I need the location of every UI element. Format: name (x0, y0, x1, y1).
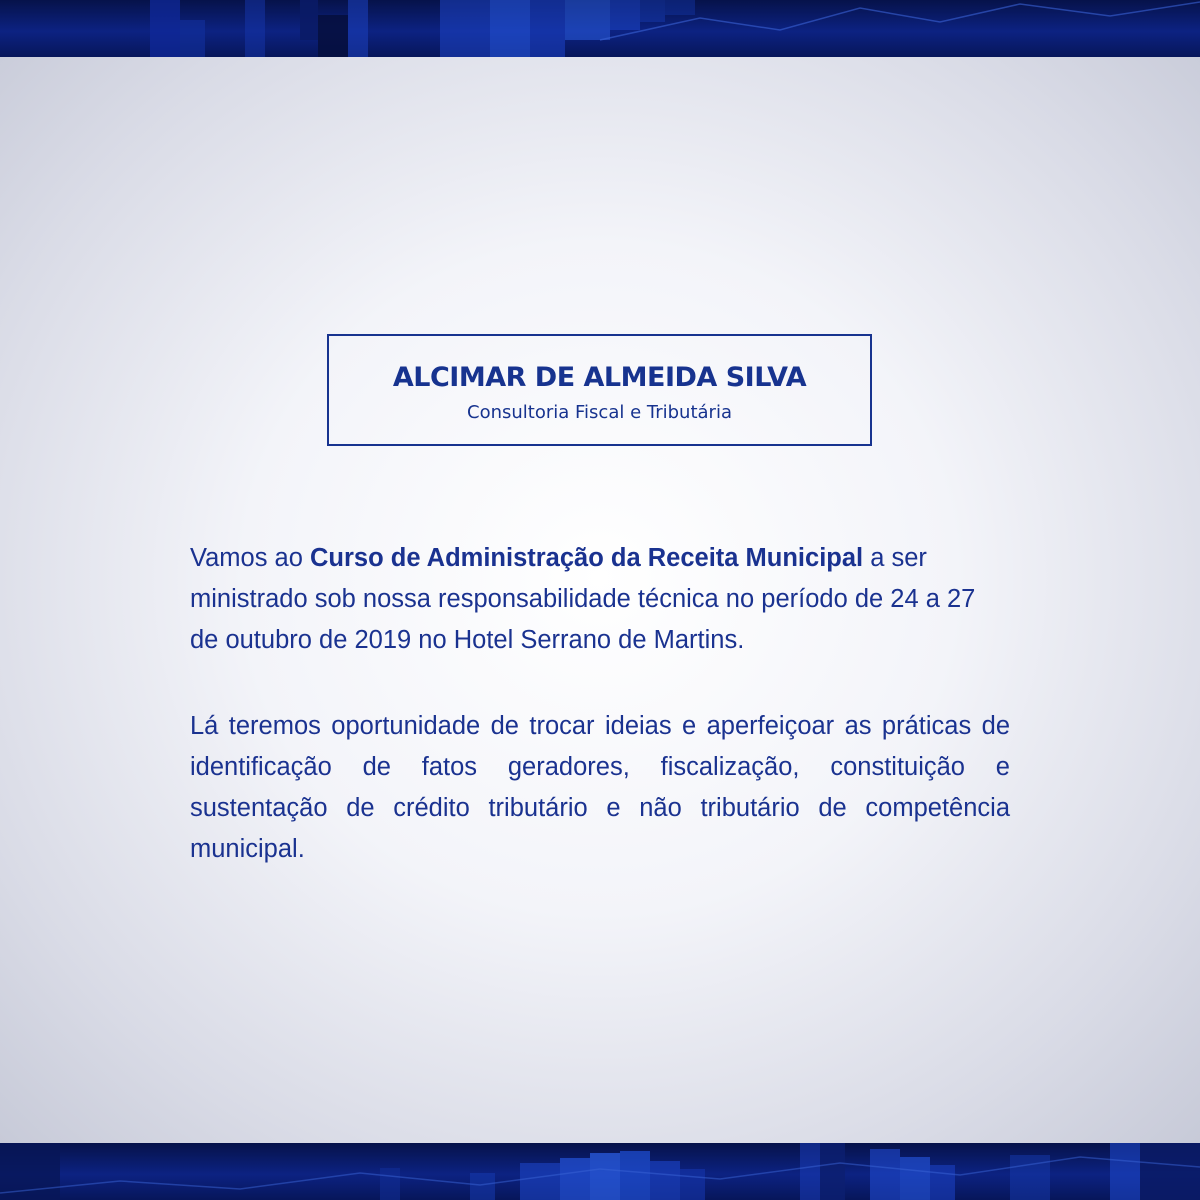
logo-frame (327, 334, 872, 446)
announcement-details: a ser ministrado sob nossa responsabilidade técnica no período de 24 a 27 de outubro de 2019 no Hotel Serrano de Martins. (190, 544, 976, 654)
announcement-lead: Vamos ao (190, 544, 311, 572)
top-bar-graphic (0, 0, 1200, 57)
consultant-name: ALCIMAR DE ALMEIDA SILVA (392, 362, 807, 393)
announcement-paragraph (190, 538, 1010, 661)
top-decorative-band (0, 0, 1200, 57)
bottom-bar-graphic (0, 1143, 1200, 1200)
course-description-paragraph: Lá teremos oportunidade de trocar ideias e aperfeiçoar as práticas de identificação de fatos geradores, fiscalização, constituição e sustentação de crédito tributário e não tributário de competência municipal. (190, 712, 1010, 863)
course-name: Curso de Administração da Receita Municipal (310, 544, 864, 572)
consultant-tagline: Consultoria Fiscal e Tributária (467, 402, 732, 423)
bottom-decorative-band (0, 1143, 1200, 1200)
